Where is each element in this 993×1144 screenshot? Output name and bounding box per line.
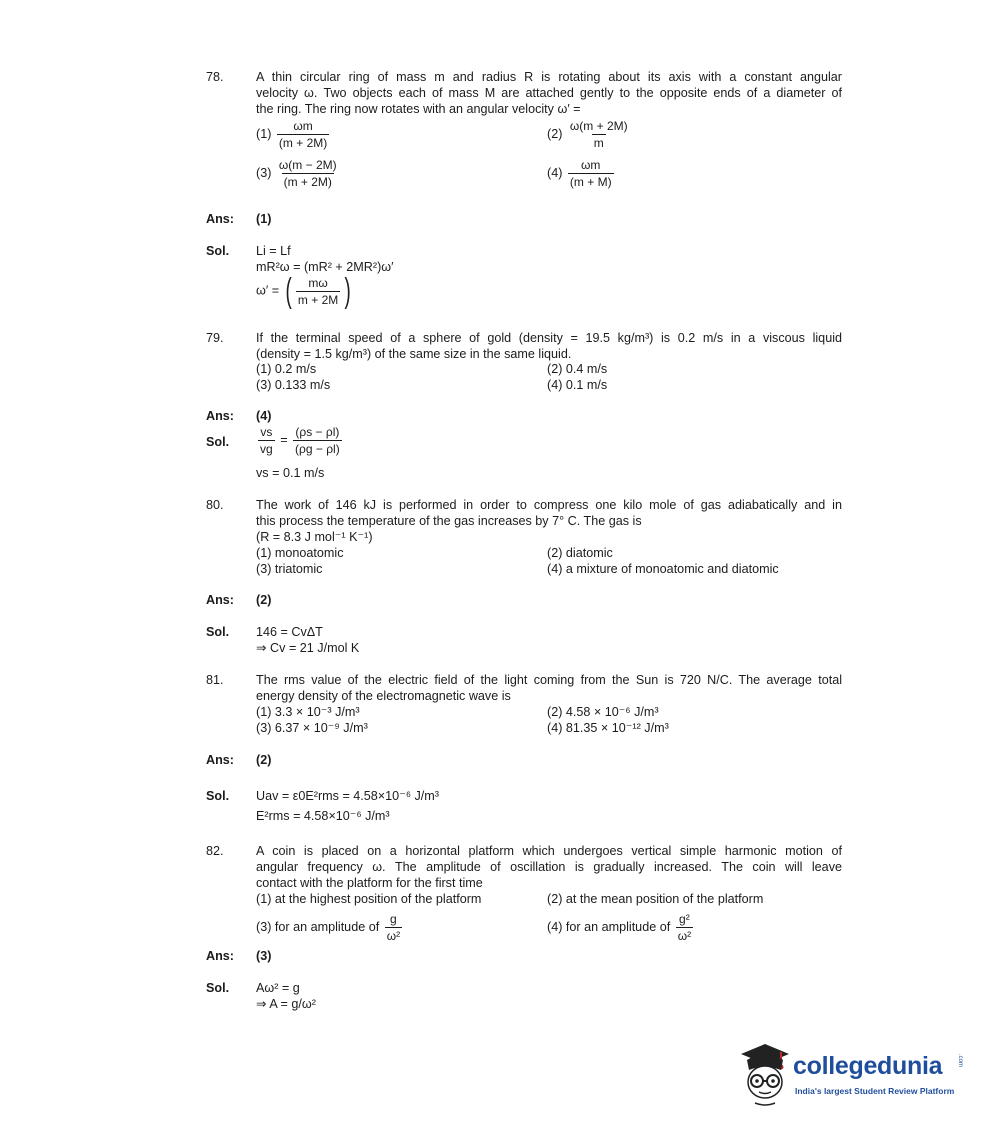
fraction <box>676 912 693 943</box>
question-text-line: The work of 146 kJ is performed in order to compress one kilo mole of gas adiabatically and in <box>256 498 842 512</box>
question-text-line: (density = 1.5 kg/m³) of the same size in the same liquid. <box>256 347 572 361</box>
solution-line: vs = 0.1 m/s <box>256 466 325 480</box>
answer-value: (2) <box>256 753 272 767</box>
option-4: (4) 81.35 × 10⁻¹² J/m³ <box>547 721 669 735</box>
question-number: 82. <box>206 844 224 858</box>
answer-value: (4) <box>256 409 272 423</box>
answer-label: Ans: <box>206 593 234 607</box>
solution-line: mR²ω = (mR² + 2MR²)ω′ <box>256 260 394 274</box>
option-2: (2) 4.58 × 10⁻⁶ J/m³ <box>547 705 659 719</box>
denominator: vg <box>260 442 273 456</box>
solution-label: Sol. <box>206 789 230 803</box>
fraction <box>277 158 339 189</box>
option-label: (3) <box>256 165 272 180</box>
answer-label: Ans: <box>206 409 234 423</box>
question-text-line: A coin is placed on a horizontal platform which undergoes vertical simple harmonic motion of <box>256 844 842 858</box>
option-1 <box>256 119 331 150</box>
question-number: 81. <box>206 673 224 687</box>
question-text-line: energy density of the electromagnetic wave is <box>256 689 511 703</box>
answer-value: (3) <box>256 949 272 963</box>
answer-value: (1) <box>256 212 272 226</box>
option-3 <box>256 912 404 943</box>
question-text-line: angular frequency ω. The amplitude of oscillation is gradually increased. The coin will leave <box>256 860 842 874</box>
question-number: 79. <box>206 331 224 345</box>
question-number: 80. <box>206 498 224 512</box>
solution-line: Aω² = g <box>256 981 300 995</box>
logo-wordmark: collegedunia <box>793 1052 943 1080</box>
question-number: 78. <box>206 70 224 84</box>
logo-tagline: India's largest Student Review Platform <box>795 1086 955 1096</box>
option-label: (1) <box>256 126 272 141</box>
denominator: m <box>593 136 604 150</box>
answer-label: Ans: <box>206 753 234 767</box>
option-1: (1) 3.3 × 10⁻³ J/m³ <box>256 705 360 719</box>
fraction <box>258 425 275 456</box>
solution-line: ⇒ A = g/ω² <box>256 997 316 1011</box>
solution-label: Sol. <box>206 981 230 995</box>
answer-label: Ans: <box>206 212 234 226</box>
solution-line: 146 = CvΔT <box>256 625 323 639</box>
numerator: g² <box>679 912 690 926</box>
solution-label: Sol. <box>206 244 230 258</box>
numerator: g <box>390 912 397 926</box>
option-1: (1) at the highest position of the platform <box>256 892 482 906</box>
option-2 <box>547 119 632 150</box>
answer-label: Ans: <box>206 949 234 963</box>
fraction <box>385 912 402 943</box>
option-label: (2) <box>547 126 563 141</box>
numerator: (ρs − ρl) <box>295 425 340 439</box>
option-3 <box>256 158 341 189</box>
answer-value: (2) <box>256 593 272 607</box>
numerator: ωm <box>293 119 313 133</box>
question-text-line: The rms value of the electric field of the light coming from the Sun is 720 N/C. The average total <box>256 673 842 687</box>
numerator: ωm <box>581 158 601 172</box>
fraction <box>277 119 329 150</box>
solution-line: E²rms = 4.58×10⁻⁶ J/m³ <box>256 809 390 823</box>
fraction <box>296 276 340 307</box>
equation-lhs: ω′ = <box>256 283 280 298</box>
numerator: mω <box>308 275 328 290</box>
option-label: (4) <box>547 165 563 180</box>
numerator: vs <box>260 425 273 439</box>
solution-equation: $\frac{vs}{vg}$ = $\frac{(\rho s - \rho l)}{(\rho g - \rho l)}$ <box>260 425 340 456</box>
question-text-line: If the terminal speed of a sphere of gold (density = 19.5 kg/m³) is 0.2 m/s in a viscous liquid <box>256 331 842 345</box>
denominator: m + 2M <box>297 292 339 307</box>
denominator: ω² <box>386 929 401 943</box>
numerator: ω(m − 2M) <box>278 158 337 172</box>
option-3: (3) triatomic <box>256 562 323 576</box>
solution-label: Sol. <box>206 435 230 449</box>
fraction <box>568 119 630 150</box>
graduate-mascot-icon <box>735 1040 795 1110</box>
denominator: (m + M) <box>569 175 612 189</box>
option-text: (4) for an amplitude of <box>547 919 671 934</box>
question-text-line: (R = 8.3 J mol⁻¹ K⁻¹) <box>256 530 373 544</box>
option-3: (3) 0.133 m/s <box>256 378 331 392</box>
option-3: (3) 6.37 × 10⁻⁹ J/m³ <box>256 721 368 735</box>
solution-equation: ω′ = ( $\frac{m\omega}{m + 2M}$ ) <box>256 272 352 310</box>
fraction <box>293 425 342 456</box>
solution-label: Sol. <box>206 625 230 639</box>
option-1: (1) 0.2 m/s <box>256 362 317 376</box>
question-text-line: contact with the platform for the first time <box>256 876 483 890</box>
question-text-line: the ring. The ring now rotates with an angular velocity ω′ = <box>256 102 581 116</box>
question-text-line: A thin circular ring of mass m and radius R is rotating about its axis with a constant angular <box>256 70 842 84</box>
option-2: (2) diatomic <box>547 546 613 560</box>
question-text-line: this process the temperature of the gas increases by 7° C. The gas is <box>256 514 642 528</box>
denominator: ω² <box>677 929 692 943</box>
collegedunia-logo[interactable] <box>735 1040 965 1110</box>
denominator: (m + 2M) <box>278 136 328 150</box>
denominator: (ρg − ρl) <box>295 442 340 456</box>
numerator: ω(m + 2M) <box>569 119 628 133</box>
option-2: (2) at the mean position of the platform <box>547 892 764 906</box>
option-4: (4) 0.1 m/s <box>547 378 608 392</box>
logo-domain-suffix: .com <box>957 1054 963 1068</box>
solution-line: ⇒ Cv = 21 J/mol K <box>256 641 360 655</box>
option-4: (4) a mixture of monoatomic and diatomic <box>547 562 779 576</box>
fraction <box>568 158 614 189</box>
option-2: (2) 0.4 m/s <box>547 362 608 376</box>
option-1: (1) monoatomic <box>256 546 344 560</box>
option-4 <box>547 912 695 943</box>
option-text: (3) for an amplitude of <box>256 919 380 934</box>
question-text-line: velocity ω. Two objects each of mass M are attached gently to the opposite ends of a diameter of <box>256 86 842 100</box>
solution-line: Li = Lf <box>256 244 291 258</box>
option-4 <box>547 158 616 189</box>
solution-line: Uav = ε0E²rms = 4.58×10⁻⁶ J/m³ <box>256 789 439 803</box>
denominator: (m + 2M) <box>283 175 332 189</box>
